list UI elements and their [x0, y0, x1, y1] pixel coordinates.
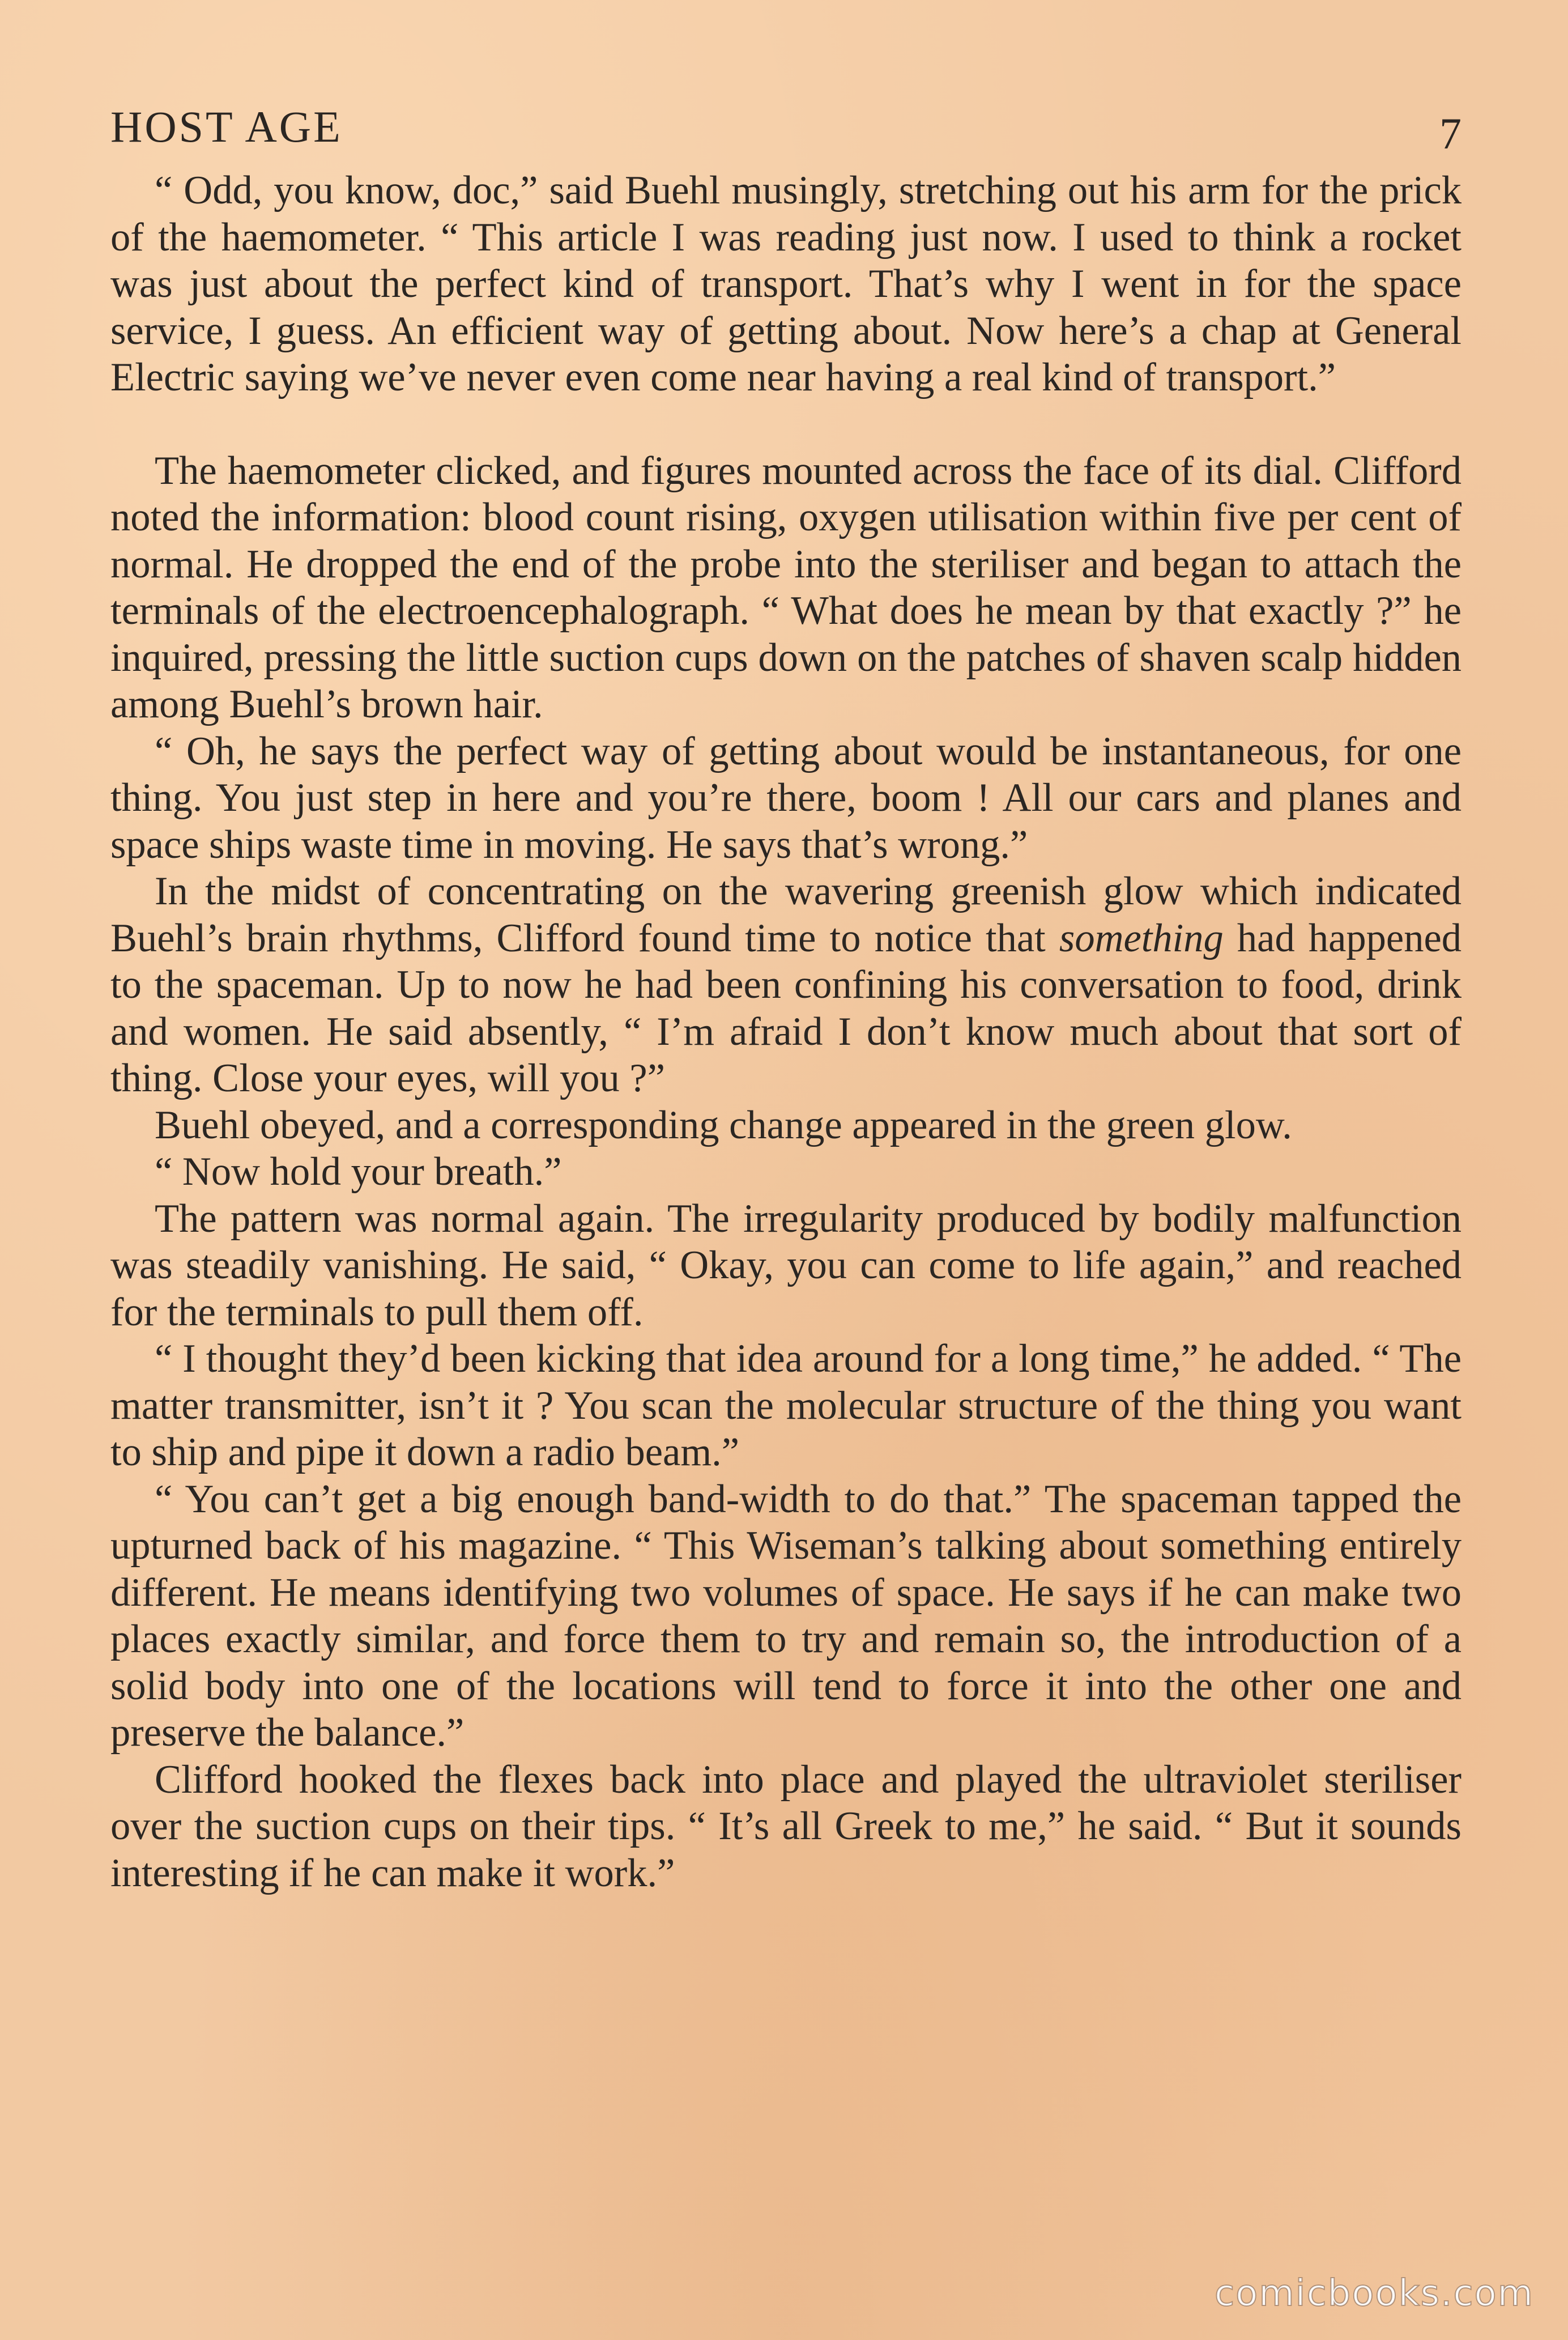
paragraph-text: In the midst of concentrating on the wavering greenish glow which indicated Buehl’s brain rhythms, Clifford found time to notice that	[110, 869, 1462, 960]
paragraph: “ I thought they’d been kicking that idea around for a long time,” he added. “ The matter transmitter, isn’t it ? You scan the molecular structure of the thing you want to ship and pipe it down a radio beam.”	[110, 1337, 1462, 1474]
running-head	[110, 99, 1462, 167]
paragraph: Buehl obeyed, and a corresponding change appeared in the green glow.	[155, 1103, 1292, 1147]
paragraph: “ Now hold your breath.”	[155, 1150, 562, 1194]
paragraph	[110, 868, 1462, 1102]
paragraph: “ Oh, he says the perfect way of getting about would be instantaneous, for one thing. You just step in here and you’re there, boom ! All our cars and planes and space ships waste time in moving. He says that’s wrong.”	[110, 729, 1462, 867]
page-number: 7	[1439, 109, 1462, 158]
paragraph: “ Odd, you know, doc,” said Buehl musingly, stretching out his arm for the prick of the haemometer. “ This article I was reading just now. I used to think a rocket was just about the perfect kind of transport. That’s why I went in for the space service, I guess. An efficient way of getting about. Now here’s a chap at General Electric saying we’ve never even come near having a real kind of transport.”	[110, 168, 1462, 399]
paragraph-text: had happened to the spaceman. Up to now he had been confining his conversation to food, drink and women. He said absently, “ I’m afraid I don’t know much about that sort of thing. Close your eyes, will you ?”	[110, 916, 1462, 1100]
paragraph: Clifford hooked the flexes back into place and played the ultraviolet steriliser over the suction cups on their tips. “ It’s all Greek to me,” he said. “ But it sounds interesting if he can make it work.”	[110, 1757, 1462, 1895]
watermark: comicbooks.com	[1214, 2273, 1534, 2315]
body-text	[110, 167, 1462, 1896]
book-page	[110, 99, 1462, 2309]
paragraph: “ You can’t get a big enough band-width to do that.” The spaceman tapped the upturned back of his magazine. “ This Wiseman’s talking about something entirely different. He means identifying two volumes of space. He says if he can make two places exactly similar, and force them to try and remain so, the introduction of a solid body into one of the locations will tend to force it into the other one and preserve the balance.”	[110, 1477, 1462, 1755]
running-title: HOST AGE	[110, 102, 343, 151]
emphasized-word: something	[1059, 916, 1224, 960]
paragraph: The pattern was normal again. The irregularity produced by bodily malfunction was steadily vanishing. He said, “ Okay, you can come to life again,” and reached for the terminals to pull them off.	[110, 1196, 1462, 1334]
paragraph: The haemometer clicked, and figures mounted across the face of its dial. Clifford noted the information: blood count rising, oxygen utilisation within five per cent of normal. He dropped the end of the probe into the steriliser and began to attach the terminals of the electroencephalograph. “ What does he mean by that exactly ?” he inquired, pressing the little suction cups down on the patches of shaven scalp hidden among Buehl’s brown hair.	[110, 448, 1462, 726]
